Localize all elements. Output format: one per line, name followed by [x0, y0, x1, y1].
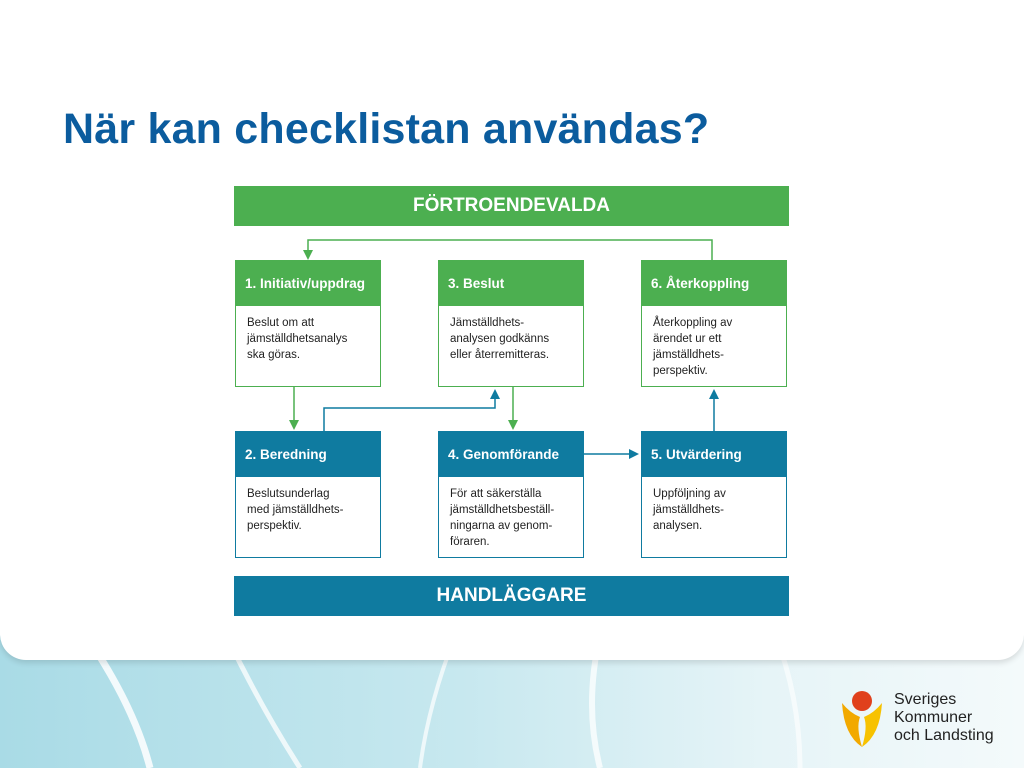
- step-description: Återkoppling av ärendet ur ett jämställdhets- perspektiv.: [653, 317, 733, 377]
- band-fortroendevalda: FÖRTROENDEVALDA: [234, 186, 789, 226]
- step-heading: 6. Återkoppling: [642, 261, 786, 306]
- step-2-beredning: [235, 431, 381, 558]
- step-1-initiativ: [235, 260, 381, 387]
- connector-2-to-3: [324, 394, 495, 431]
- step-5-utvardering: [641, 431, 787, 558]
- step-description: Beslut om att jämställdhetsanalys ska göras.: [247, 317, 348, 361]
- slide-title: När kan checklistan användas?: [63, 105, 710, 153]
- connector-6-to-1: [308, 240, 712, 260]
- step-heading: 4. Genomförande: [439, 432, 583, 477]
- step-3-beslut: [438, 260, 584, 387]
- step-heading: 1. Initiativ/uppdrag: [236, 261, 380, 306]
- step-6-aterkoppling: [641, 260, 787, 387]
- step-description: Jämställdhets- analysen godkänns eller återremitteras.: [450, 317, 550, 361]
- skl-logo-text: Sveriges Kommuner och Landsting: [894, 691, 994, 744]
- step-heading: 3. Beslut: [439, 261, 583, 306]
- skl-logo-icon: [836, 683, 892, 753]
- band-handlaggare: HANDLÄGGARE: [234, 576, 789, 616]
- step-heading: 5. Utvärdering: [642, 432, 786, 477]
- skl-logo: [836, 683, 1016, 753]
- step-description: För att säkerställa jämställdhetsbeställ- ningarna av genom- föraren.: [450, 488, 555, 548]
- step-description: Uppföljning av jämställdhets- analysen.: [653, 488, 726, 532]
- step-description: Beslutsunderlag med jämställdhets- perspektiv.: [247, 488, 344, 532]
- step-4-genomforande: [438, 431, 584, 558]
- step-heading: 2. Beredning: [236, 432, 380, 477]
